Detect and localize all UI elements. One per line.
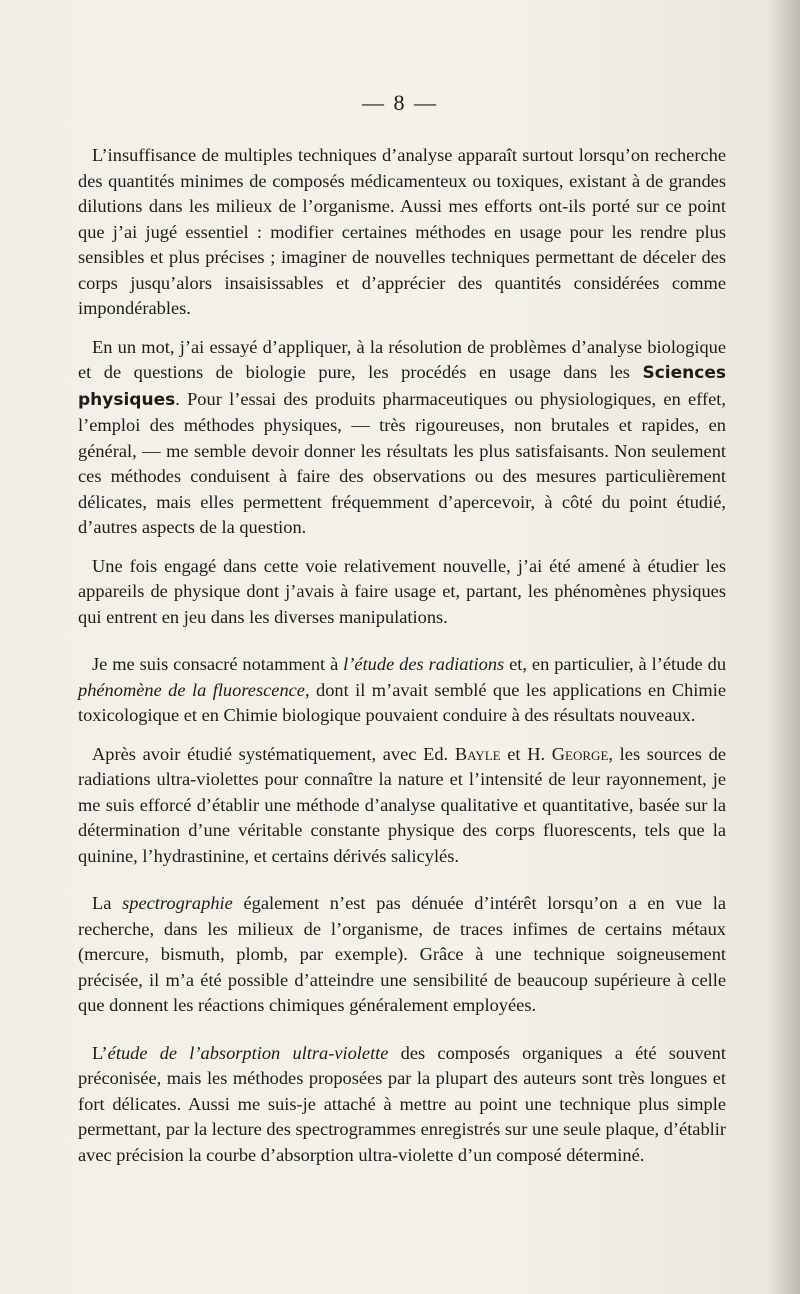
p5-text-1: Après avoir étudié systématiquement, avec Ed. — [92, 743, 455, 764]
paragraph-spectrographie — [78, 891, 726, 1019]
p5-author-george: George — [551, 743, 609, 764]
paragraph-insuffisance: L’insuffisance de multiples techniques d’analyse apparaît surtout lorsqu’on recherche des quantités minimes de composés médicamenteux ou toxiques, existant à de grandes dilutions dans les milieux de l’organisme. Aussi mes efforts ont-ils porté sur ce point que j’ai jugé essentiel : modifier certaines méthodes en usage pour les rendre plus sensibles et plus précises ; imaginer de nouvelles techniques permettant de déceler des corps jusqu’alors insaisissables et d’apprécier des quantités considérées comme impondérables. — [78, 145, 726, 318]
p2-text-after: . Pour l’essai des produits pharmaceutiques ou physiologiques, en effet, l’emploi des méthodes physiques, — très rigoureuses, non brutales et rapides, en général, — me semble devoir donner les résultats les plus satisfaisants. Non seulement ces méthodes conduisent à faire des observations ou des mesures particulièrement délicates, mais elles permettent fréquemment d’apercevoir, à côté du point étudié, d’autres aspects de la question. — [78, 388, 726, 537]
body-text — [78, 143, 726, 1181]
p2-text-before: En un mot, j’ai essayé d’appliquer, à la résolution de problèmes d’analyse biologique et de questions de biologie pure, les procédés en usage dans les — [78, 336, 726, 382]
p5-author-bayle: Bayle — [454, 743, 501, 764]
paragraph-absorption — [78, 1041, 726, 1169]
p4-italic-fluorescence: phénomène de la fluorescence — [78, 679, 305, 700]
paragraph-sciences-physiques — [78, 335, 726, 541]
page-number: — 8 — — [362, 90, 438, 115]
p7-text-2: des composés organiques a été souvent préconisée, mais les méthodes proposées par la plupart des auteurs sont très longues et fort délicates. Aussi me suis-je attaché à mettre au point une technique plus simple permettant, par la lecture des spectrogrammes enregistrés sur une seule plaque, d’établir avec précision la courbe d’absorption ultra-violette d’un composé déterminé. — [78, 1042, 727, 1165]
p6-italic-spectrographie: spectrographie — [122, 893, 233, 913]
p4-text-2: et, en particulier, à l’étude du — [504, 654, 727, 674]
p6-text-1: La — [92, 893, 123, 913]
p4-text-1: Je me suis consacré notamment à — [92, 654, 344, 674]
p7-text-1: L’ — [92, 1042, 108, 1063]
paragraph-radiations — [78, 652, 726, 729]
paragraph-voie-nouvelle: Une fois engagé dans cette voie relativement nouvelle, j’ai été amené à étudier les appareils de physique dont j’avais à faire usage et, partant, les phénomènes physiques qui entrent en jeu dans les diverses manipulations. — [78, 555, 726, 627]
p6-text-2: également n’est pas dénuée d’intérêt lorsqu’on a en vue la recherche, dans les milieux de l’organisme, de traces infimes de certains métaux (mercure, bismuth, plomb, par exemple). Grâce à une technique soigneusement précisée, il m’a été possible d’atteindre une sensibilité de beaucoup supérieure à celle que donnent les réactions chimiques généralement employées. — [78, 893, 726, 1015]
p5-text-2: et H. — [500, 743, 552, 764]
p4-text-3: , dont il m’avait semblé que les applications en Chimie toxicologique et en Chimie biologique pouvaient conduire à des résultats nouveaux. — [78, 679, 726, 725]
p2-bold-sciences-physiques: Sciences physiques — [78, 363, 726, 410]
p5-text-3: , les sources de radiations ultra-violettes pour connaître la nature et l’intensité de leur rayonnement, je me suis efforcé d’établir une méthode d’analyse qualitative et quantitative, basée sur la détermination d’une véritable constante physique des corps fluorescents, tels que la quinine, l’hydrastinine, et certains dérivés salicylés. — [78, 743, 726, 866]
p7-italic-absorption: étude de l’absorption ultra-violette — [107, 1042, 389, 1063]
paragraph-ultra-violettes — [78, 742, 726, 870]
p4-italic-radiations: l’étude des radiations — [343, 654, 505, 674]
